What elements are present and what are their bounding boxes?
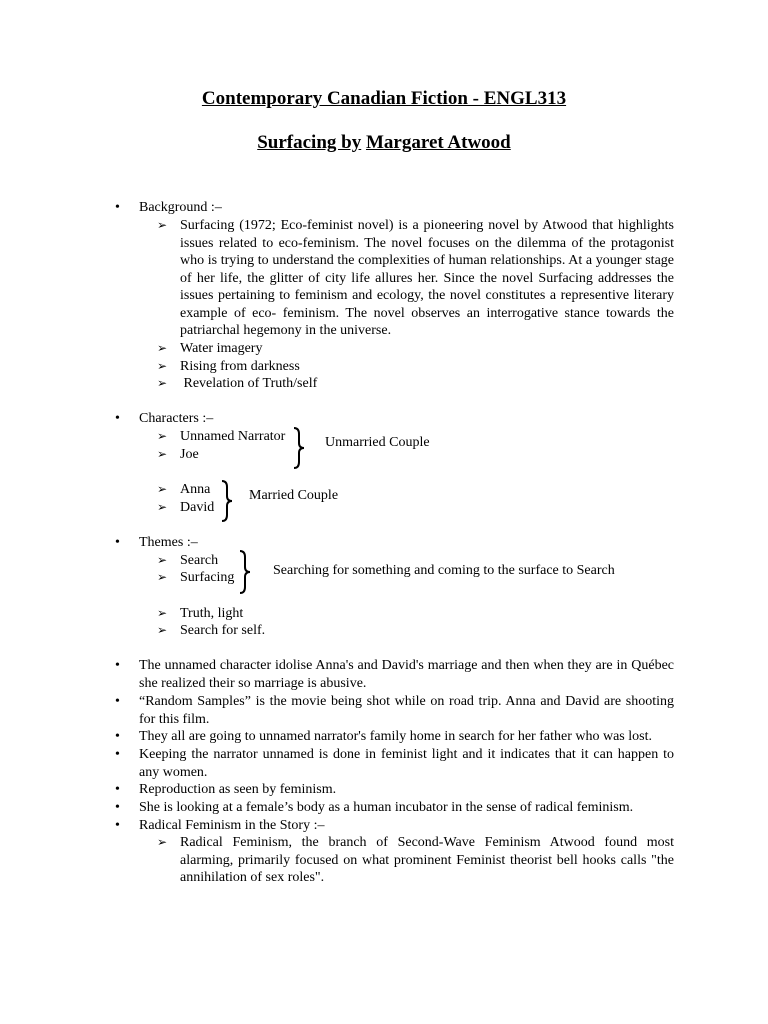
bullet-icon: • xyxy=(115,658,120,673)
bullet-icon: • xyxy=(115,800,120,815)
background-paragraph: Surfacing (1972; Eco-feminist novel) is a pioneering novel by Atwood that highlights issues related to eco-feminism. The novel focuses on the dilemma of the protagonist who is trying to understand the complexities of human relationships. At a younger stage of her life, the glitter of city life allures her. Since the novel Surfacing addresses the issues pertaining to feminism and ecology, the novel constitutes a representive literary example of eco- feminism. The novel observes an interrogative stance towards the patriarchal hegemony in the universe. xyxy=(180,218,674,338)
arrow-bullet-icon: ➢ xyxy=(157,482,168,496)
unmarried-couple-label: Unmarried Couple xyxy=(325,435,430,450)
right-brace-icon xyxy=(292,426,306,470)
point-paragraph: The unnamed character idolise Anna's and David's marriage and then when they are in Québec she realized their so marriage is abusive. xyxy=(139,658,674,691)
point-paragraph: Keeping the narrator unnamed is done in feminist light and it indicates that it can happen to any women. xyxy=(139,747,674,780)
theme-item: Search xyxy=(180,553,219,568)
bullet-icon: • xyxy=(115,747,120,762)
point-paragraph: Radical Feminism in the Story :– xyxy=(139,818,325,833)
themes-group-label: Searching for something and coming to the surface to Search xyxy=(273,563,615,578)
right-brace-icon xyxy=(238,549,252,595)
arrow-bullet-icon: ➢ xyxy=(157,429,168,443)
theme-item: Search for self. xyxy=(180,623,266,638)
married-couple-label: Married Couple xyxy=(249,488,339,503)
bullet-icon: • xyxy=(115,535,120,550)
point-paragraph: “Random Samples” is the movie being shot while on road trip. Anna and David are shooting for this film. xyxy=(139,694,674,727)
bullet-icon: • xyxy=(115,411,120,426)
bullet-icon: • xyxy=(115,200,120,215)
theme-item: Truth, light xyxy=(180,606,244,621)
bullet-icon: • xyxy=(115,729,120,744)
character-item: Anna xyxy=(180,482,211,497)
background-item: Rising from darkness xyxy=(180,359,300,374)
radical-feminism-paragraph: Radical Feminism, the branch of Second-Wave Feminism Atwood found most alarming, primarily focused on what prominent Feminist theorist bell hooks calls "the annihilation of sex roles". xyxy=(180,835,674,885)
arrow-bullet-icon: ➢ xyxy=(157,835,168,849)
character-item: David xyxy=(180,500,215,515)
bullet-icon: • xyxy=(115,782,120,797)
arrow-bullet-icon: ➢ xyxy=(157,500,168,514)
arrow-bullet-icon: ➢ xyxy=(157,359,168,373)
bullet-icon: • xyxy=(115,818,120,833)
document-subtitle xyxy=(0,132,768,154)
point-paragraph: Reproduction as seen by feminism. xyxy=(139,782,337,797)
point-paragraph: She is looking at a female’s body as a human incubator in the sense of radical feminism. xyxy=(139,800,634,815)
characters-heading: Characters :– xyxy=(139,411,214,426)
background-heading: Background :– xyxy=(139,200,222,215)
arrow-bullet-icon: ➢ xyxy=(157,606,168,620)
background-item: Revelation of Truth/self xyxy=(180,376,318,391)
arrow-bullet-icon: ➢ xyxy=(157,570,168,584)
arrow-bullet-icon: ➢ xyxy=(157,447,168,461)
right-brace-icon xyxy=(220,479,234,523)
arrow-bullet-icon: ➢ xyxy=(157,376,168,390)
arrow-bullet-icon: ➢ xyxy=(157,218,168,232)
point-paragraph: They all are going to unnamed narrator's family home in search for her father who was lost. xyxy=(139,729,652,744)
character-item: Joe xyxy=(180,447,199,462)
theme-item: Surfacing xyxy=(180,570,235,585)
document-title: Contemporary Canadian Fiction - ENGL313 xyxy=(201,88,567,109)
themes-heading: Themes :– xyxy=(139,535,198,550)
background-item: Water imagery xyxy=(180,341,263,356)
subtitle-part2: Margaret Atwood xyxy=(365,132,511,153)
subtitle-part1: Surfacing by xyxy=(257,132,362,153)
arrow-bullet-icon: ➢ xyxy=(157,623,168,637)
arrow-bullet-icon: ➢ xyxy=(157,341,168,355)
arrow-bullet-icon: ➢ xyxy=(157,553,168,567)
character-item: Unnamed Narrator xyxy=(180,429,286,444)
bullet-icon: • xyxy=(115,694,120,709)
